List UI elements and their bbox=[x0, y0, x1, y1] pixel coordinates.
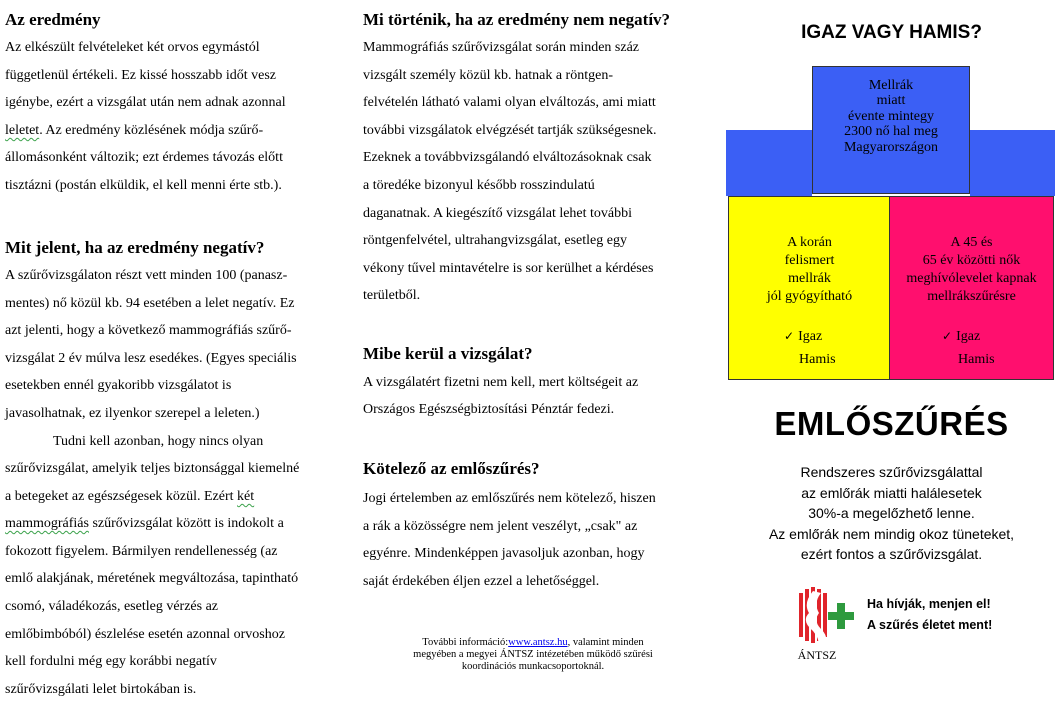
heading-result: Az eredmény bbox=[5, 10, 101, 29]
column-right bbox=[725, 0, 1058, 705]
text-line: A vizsgálatért fizetni nem kell, mert költségeit az bbox=[363, 375, 639, 390]
text-line: Országos Egészségbiztosítási Pénztár fedezi. bbox=[363, 402, 615, 417]
check-icon: ✓ bbox=[784, 329, 795, 343]
text-line: a betegeket az egészségesek közül. Ezért két bbox=[5, 489, 255, 504]
card-text: mellrák bbox=[788, 271, 831, 286]
campaign-slogan bbox=[867, 594, 992, 636]
slogan-line: Ha hívják, menjen el! bbox=[867, 597, 991, 611]
text-line: további vizsgálatok elvégzését tartják szükségesnek. bbox=[363, 123, 657, 138]
text-line: röntgenfelvétel, ultrahangvizsgálat, esetleg egy bbox=[363, 233, 627, 248]
tagline-line: Az emlőrák nem mindig okoz tüneteket, bbox=[768, 525, 1015, 542]
text-fragment: két bbox=[237, 489, 255, 504]
text-line: Jogi értelemben az emlőszűrés nem kötelező, hiszen bbox=[363, 491, 656, 506]
option-false[interactable]: Hamis bbox=[958, 352, 995, 367]
text-line: azt jelenti, hogy a következő mammográfiás szűrő- bbox=[5, 323, 292, 338]
text-line: Tudni kell azonban, hogy nincs olyan bbox=[53, 434, 264, 449]
text-line: felvételén látható valami olyan elváltozás, ami miatt bbox=[363, 95, 656, 110]
text-line: Mammográfiás szűrővizsgálat során minden száz bbox=[363, 40, 640, 55]
more-info-footer bbox=[363, 637, 703, 673]
quiz-card-early-detection bbox=[728, 196, 891, 380]
campaign-title: EMLŐSZŰRÉS bbox=[774, 405, 1009, 442]
footer-line: koordinációs munkacsoportoknál. bbox=[461, 661, 605, 672]
card-text: 65 év közötti nők bbox=[922, 253, 1021, 268]
text-line: a töredéke bizonyul később rosszindulatú bbox=[363, 178, 595, 193]
text-line: mammográfiás szűrővizsgálat között is indokolt a bbox=[5, 516, 284, 531]
logo-cross-horizontal bbox=[828, 612, 854, 620]
quiz-card-deaths bbox=[812, 66, 970, 194]
text-line: emlőbimbóból) észlelése esetén azonnal orvoshoz bbox=[5, 627, 285, 642]
text-line: daganatnak. A kiegészítő vizsgálat lehet további bbox=[363, 206, 633, 221]
card-text: felismert bbox=[784, 253, 835, 268]
blue-cross-arm-right bbox=[970, 130, 1055, 196]
option-true[interactable] bbox=[942, 328, 980, 345]
text-line: csomó, váladékozás, esetleg vérzés az bbox=[5, 599, 219, 614]
card-text: jól gyógyítható bbox=[766, 289, 853, 304]
slogan-line: A szűrés életet ment! bbox=[867, 618, 993, 632]
heading-mandatory: Kötelező az emlőszűrés? bbox=[363, 459, 540, 478]
text-line: állomásonként változik; ezt érdemes távozás előtt bbox=[5, 150, 283, 165]
text-fragment: mammográfiás bbox=[5, 516, 89, 531]
text-line: kell fordulni még egy korábbi negatív bbox=[5, 654, 217, 669]
text-line: függetlenül értékeli. Ez kissé hosszabb időt vesz bbox=[5, 68, 276, 83]
text-line: mentes) nő közül kb. 94 esetében a lelet negatív. Ez bbox=[5, 296, 295, 311]
text-line: A szűrővizsgálaton részt vett minden 100 (panasz- bbox=[5, 268, 288, 283]
text-line: leletet. Az eredmény közlésének módja szűrő- bbox=[5, 123, 264, 138]
campaign-tagline bbox=[725, 462, 1058, 565]
option-true[interactable] bbox=[784, 328, 822, 345]
logo-stripe bbox=[823, 593, 827, 637]
footer-suffix: , valamint minden bbox=[567, 637, 644, 648]
text-line: vizsgálat 2 év múlva lesz esedékes. (Egyes speciális bbox=[5, 351, 297, 366]
card-text: 2300 nő hal meg bbox=[844, 124, 938, 139]
card-text: mellrákszűrésre bbox=[927, 289, 1016, 304]
check-icon: ✓ bbox=[942, 329, 953, 343]
blue-cross-arm-left bbox=[726, 130, 812, 196]
text-line: szűrővizsgálati lelet birtokában is. bbox=[5, 682, 197, 697]
text-line: igénybe, ezért a vizsgálat után nem adnak azonnal bbox=[5, 95, 286, 110]
footer-line: megyében a megyei ÁNTSZ intézetében működő szűrési bbox=[413, 649, 653, 660]
quiz-card-invitation bbox=[889, 196, 1054, 380]
text-line: egyénre. Mindenképpen javasoljuk azonban, hogy bbox=[363, 546, 645, 561]
text-line: Az elkészült felvételeket két orvos egymástól bbox=[5, 40, 260, 55]
card-text: évente mintegy bbox=[848, 109, 934, 124]
tagline-line: ezért fontos a szűrővizsgálat. bbox=[800, 546, 983, 562]
text-line: vizsgált személy közül kb. hatnak a röntgen- bbox=[363, 68, 613, 83]
text-line: fokozott figyelem. Bármilyen rendellenesség (az bbox=[5, 544, 278, 559]
card-text: Magyarországon bbox=[843, 140, 939, 155]
antsz-logo-icon bbox=[791, 583, 859, 649]
heading-negative: Mit jelent, ha az eredmény negatív? bbox=[5, 238, 265, 257]
card-text: meghívólevelet kapnak bbox=[906, 271, 1037, 286]
text-line: tisztázni (postán elküldik, el kell menni érte stb.). bbox=[5, 178, 282, 193]
footer-line bbox=[363, 637, 703, 649]
antsz-link[interactable]: www.antsz.hu bbox=[508, 637, 568, 648]
text-line: esetekben ennél gyakoribb vizsgálatot is bbox=[5, 378, 232, 393]
card-text: A 45 és bbox=[950, 235, 993, 250]
card-text: Mellrák bbox=[868, 78, 914, 93]
option-label: Igaz bbox=[956, 329, 981, 344]
heading-cost: Mibe kerül a vizsgálat? bbox=[363, 344, 533, 363]
text-fragment: leletet bbox=[5, 123, 40, 138]
heading-not-negative: Mi történik, ha az eredmény nem negatív? bbox=[363, 10, 671, 29]
text-line: saját érdekében éljen ezzel a lehetőséggel. bbox=[363, 574, 600, 589]
option-false[interactable]: Hamis bbox=[799, 352, 836, 367]
tagline-line: Rendszeres szűrővizsgálattal bbox=[800, 464, 983, 480]
option-label: Igaz bbox=[798, 329, 823, 344]
tagline-line: az emlőrák miatti halálesetek bbox=[801, 484, 982, 501]
antsz-label: ÁNTSZ bbox=[797, 648, 837, 662]
text-line: javasolhatnak, ez ilyenkor szerepel a leleten.) bbox=[5, 406, 260, 421]
card-text: A korán bbox=[787, 235, 832, 250]
text-line: területből. bbox=[363, 288, 421, 303]
text-line: vékony tűvel mintavételre is sor kerülhet a kérdéses bbox=[363, 261, 654, 276]
text-line: Ezeknek a továbbvizsgálandó elváltozásoknak csak bbox=[363, 150, 652, 165]
quiz-title: IGAZ VAGY HAMIS? bbox=[801, 22, 982, 43]
tagline-line: 30%-a megelőzhető lenne. bbox=[808, 505, 975, 521]
footer-prefix: További információ: bbox=[422, 637, 509, 648]
card-text: miatt bbox=[876, 93, 906, 108]
text-line: szűrővizsgálat, amelyik teljes biztonsággal kiemelné bbox=[5, 461, 300, 476]
logo-stripe bbox=[799, 593, 803, 637]
text-line: a rák a közösségre nem jelent veszélyt, „csak" az bbox=[363, 519, 638, 534]
text-line: emlő alakjának, méretének megváltozása, tapintható bbox=[5, 571, 299, 586]
